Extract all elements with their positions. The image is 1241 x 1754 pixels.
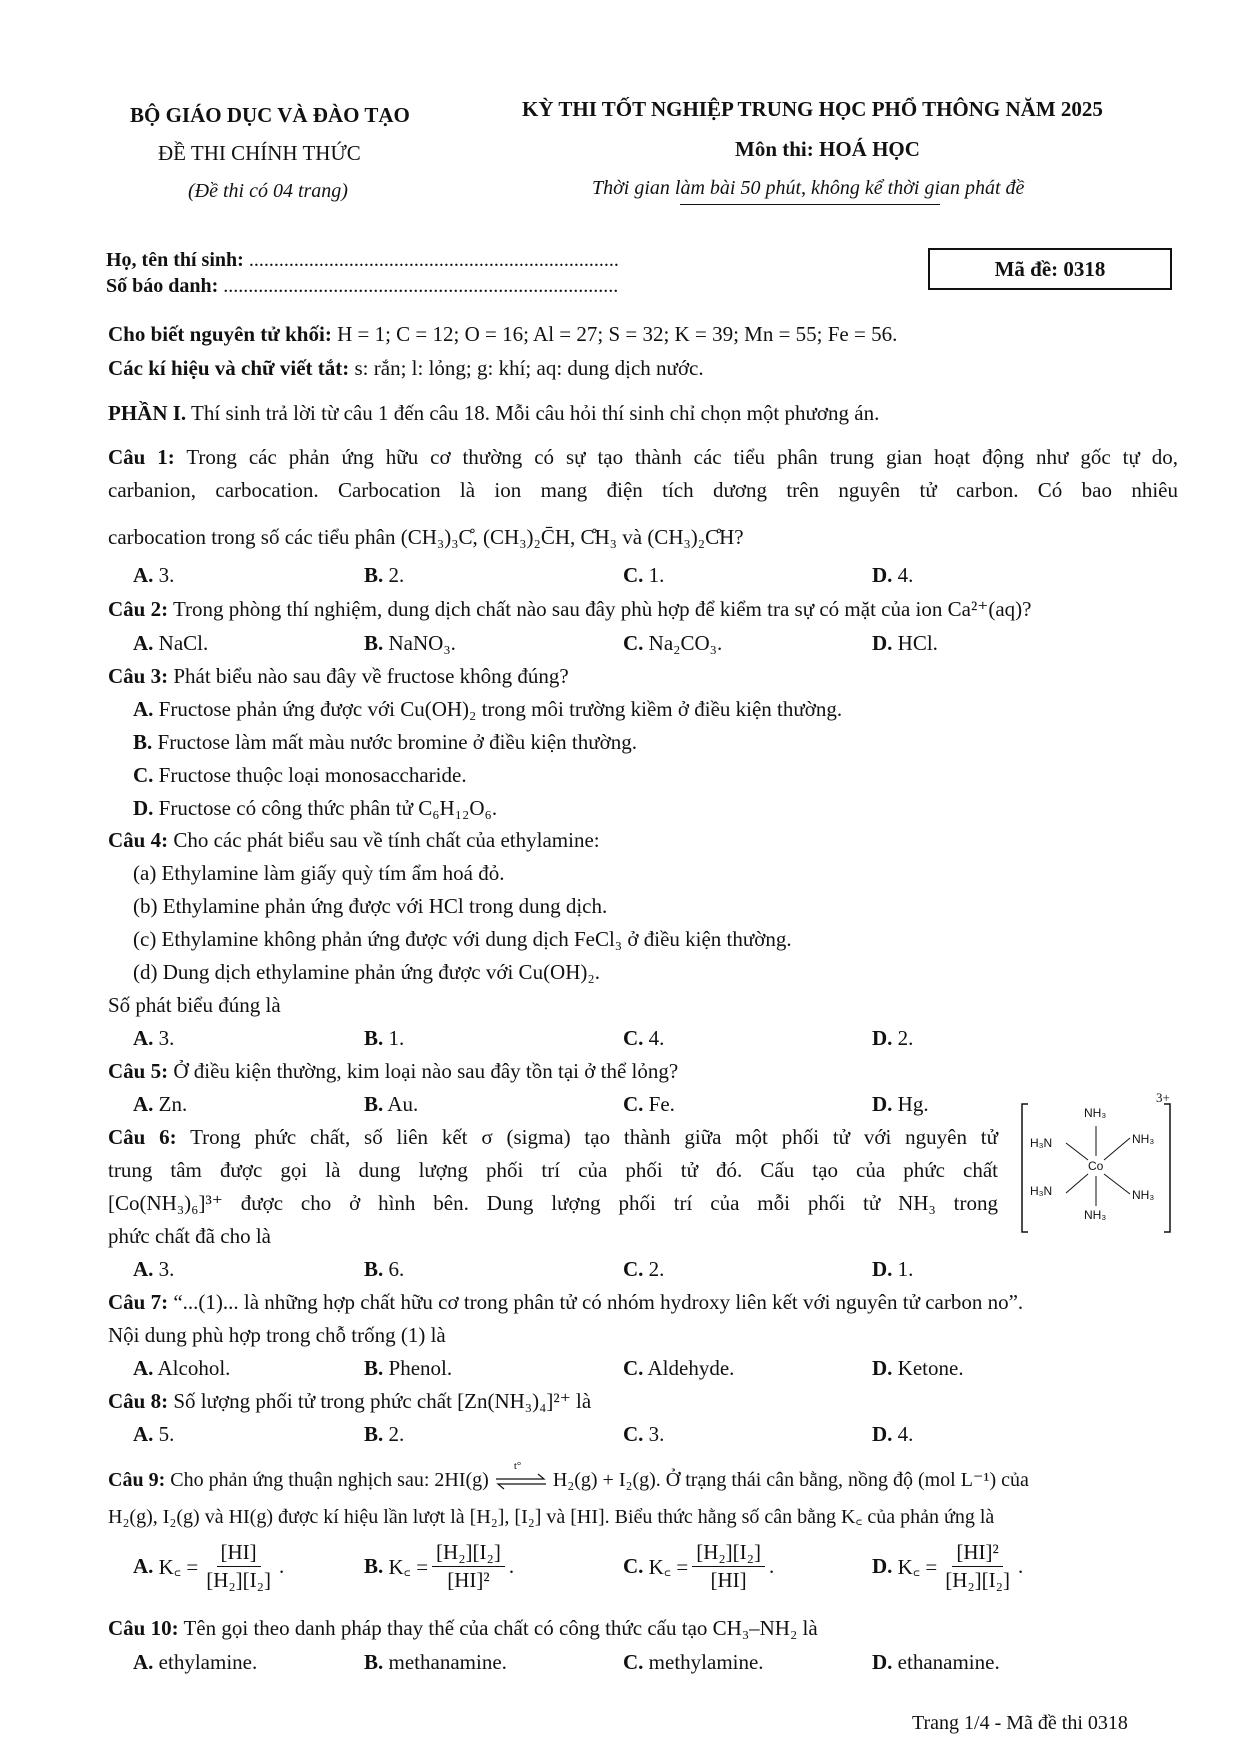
q10-option-d[interactable]: D. ethanamine. <box>872 1650 1000 1674</box>
q4-option-c[interactable]: C. 4. <box>623 1026 665 1050</box>
option-letter: D. <box>872 631 893 655</box>
q9-b-fraction <box>432 1540 505 1593</box>
q3-option-c[interactable]: C. Fructose thuộc loại monosaccharide. <box>133 763 467 787</box>
exam-title: KỲ THI TỐT NGHIỆP TRUNG HỌC PHỔ THÔNG NĂM 2025 <box>522 97 1103 121</box>
option-letter: C. <box>623 1422 644 1446</box>
q9-d-lhs: K꜀ = <box>897 1554 938 1579</box>
q4-option-a[interactable]: A. 3. <box>133 1026 175 1050</box>
atomic-mass-values: H = 1; C = 12; O = 16; Al = 27; S = 32; K = 39; Mn = 55; Fe = 56. <box>337 322 898 346</box>
option-letter: C. <box>623 1356 644 1380</box>
candidate-id-row <box>106 275 618 298</box>
option-letter: B. <box>364 1650 384 1674</box>
option-letter: C. <box>623 1650 644 1674</box>
q3-option-d[interactable]: D. Fructose có công thức phân tử C₆H₁₂O₆. <box>133 796 498 820</box>
option-letter: C. <box>623 563 644 587</box>
option-letter: C. <box>623 1092 644 1116</box>
q6-option-d[interactable]: D. 1. <box>872 1257 914 1281</box>
ligand-top: NH₃ <box>1084 1106 1107 1120</box>
option-letter: D. <box>872 1026 893 1050</box>
q4-label: Câu 4: <box>108 828 169 852</box>
q10-text: Tên gọi theo danh pháp thay thế của chất có công thức cấu tạo CH₃–NH₂ là <box>183 1616 818 1640</box>
q7-line2: Nội dung phù hợp trong chỗ trống (1) là <box>108 1323 446 1347</box>
q3-option-b[interactable]: B. Fructose làm mất màu nước bromine ở điều kiện thường. <box>133 730 637 754</box>
q9-c-fraction <box>692 1540 765 1593</box>
q9-label: Câu 9: <box>108 1469 166 1491</box>
complex-charge: 3+ <box>1156 1090 1170 1105</box>
equilibrium-arrow-icon <box>494 1460 548 1490</box>
q9-b-letter: B. <box>364 1554 384 1578</box>
candidate-name-label: Họ, tên thí sinh: <box>106 249 244 271</box>
time-note: Thời gian làm bài 50 phút, không kể thời gian phát đề <box>592 177 1025 199</box>
option-letter: B. <box>364 1422 384 1446</box>
q2-line <box>108 597 1031 622</box>
q10-option-a[interactable]: A. ethylamine. <box>133 1650 258 1674</box>
q2-option-a[interactable]: A. NaCl. <box>133 631 209 655</box>
q6-option-b[interactable]: B. 6. <box>364 1257 405 1281</box>
q9-option-c[interactable]: C. K꜀ = $\frac{\text{[H₂][I₂]}}{[HI]}$ . <box>623 1540 775 1592</box>
q9-a-den: [H₂][I₂] <box>206 1568 271 1592</box>
q7-line1 <box>108 1290 1023 1315</box>
q6-line1 <box>108 1125 998 1150</box>
option-letter: D. <box>872 1356 893 1380</box>
q4-line <box>108 828 600 853</box>
candidate-name-row <box>106 249 619 272</box>
q9-a-num: [HI] <box>217 1540 261 1567</box>
q9-b-den: [HI]² <box>447 1568 490 1592</box>
q1-label: Câu 1: <box>108 445 175 469</box>
q7-label: Câu 7: <box>108 1290 169 1314</box>
option-letter: D. <box>872 1650 893 1674</box>
q4-text: Cho các phát biểu sau về tính chất của ethylamine: <box>173 828 600 852</box>
q1-option-c[interactable]: C. 1. <box>623 563 665 587</box>
q3-option-a[interactable]: A. Fructose phản ứng được với Cu(OH)₂ trong môi trường kiềm ở điều kiện thường. <box>133 697 843 721</box>
ligand-upper-left: H₃N <box>1030 1136 1053 1150</box>
q1-line3: carbocation trong số các tiểu phân (CH₃)₃C̊, (CH₃)₂C̄H, C̊H₃ và (CH₃)₂C̊H? <box>108 525 744 549</box>
q2-option-c[interactable]: C. Na₂CO₃. <box>623 631 723 655</box>
ligand-lower-right: NH₃ <box>1132 1188 1155 1202</box>
page-footer: Trang 1/4 - Mã đề thi 0318 <box>912 1712 1128 1734</box>
q9-c-lhs: K꜀ = <box>648 1554 689 1579</box>
q8-line <box>108 1389 591 1414</box>
q1-option-a[interactable]: A. 3. <box>133 563 175 587</box>
q7-option-a[interactable]: A. Alcohol. <box>133 1356 231 1380</box>
q9-option-d[interactable]: D. K꜀ = $\frac{\text{[HI]²}}{\text{[H₂][I₂]}}$ . <box>872 1540 1024 1592</box>
symbols-line <box>108 356 704 381</box>
ministry-title: BỘ GIÁO DỤC VÀ ĐÀO TẠO <box>130 103 410 127</box>
q6-text1: Trong phức chất, số liên kết σ (sigma) tạo thành giữa một phối tử với nguyên tử <box>190 1125 998 1149</box>
subject-title: Môn thi: HOÁ HỌC <box>735 137 920 161</box>
q7-option-b[interactable]: B. Phenol. <box>364 1356 453 1380</box>
q9-c-num: [H₂][I₂] <box>692 1540 765 1567</box>
q7-text1: “...(1)... là những hợp chất hữu cơ trong phân tử có nhóm hydroxy liên kết với nguyên tử carbon no”. <box>173 1290 1024 1314</box>
q9-b-lhs: K꜀ = <box>388 1554 429 1579</box>
cobalt-complex-figure <box>1020 1090 1175 1238</box>
option-letter: A. <box>133 1257 154 1281</box>
official-label: ĐỀ THI CHÍNH THỨC <box>158 141 361 165</box>
q9-c-den: [HI] <box>710 1568 747 1592</box>
q9-option-a[interactable]: A. K꜀ = $\frac{[HI]}{\text{[H₂][I₂]}}$ . <box>133 1540 285 1592</box>
q7-option-c[interactable]: C. Aldehyde. <box>623 1356 735 1380</box>
option-letter: B. <box>364 1257 384 1281</box>
time-underline <box>680 204 940 205</box>
atomic-mass-line <box>108 322 897 347</box>
atomic-mass-label: Cho biết nguyên tử khối: <box>108 322 332 346</box>
q8-text: Số lượng phối tử trong phức chất [Zn(NH₃)₄]²⁺ là <box>173 1389 592 1413</box>
option-letter: D. <box>872 1092 893 1116</box>
q9-line2: H₂(g), I₂(g) và HI(g) được kí hiệu lần lượt là [H₂], [I₂] và [HI]. Biểu thức hằng số cân bằng K꜀ của phản ứng là <box>108 1506 995 1528</box>
q10-option-b[interactable]: B. methanamine. <box>364 1650 507 1674</box>
q5-label: Câu 5: <box>108 1059 169 1083</box>
q9-text1a: Cho phản ứng thuận nghịch sau: 2HI(g) <box>170 1469 489 1491</box>
q4-option-d[interactable]: D. 2. <box>872 1026 914 1050</box>
q8-option-b[interactable]: B. 2. <box>364 1422 405 1446</box>
part1-label: PHẦN I. <box>108 401 187 425</box>
option-letter: A. <box>133 1650 154 1674</box>
option-letter: B. <box>364 631 384 655</box>
ligand-upper-right: NH₃ <box>1132 1132 1155 1146</box>
q9-text1b: H₂(g) + I₂(g). Ở trạng thái cân bằng, nồng độ (mol L⁻¹) của <box>552 1469 1029 1491</box>
arrow-temperature-label: t° <box>513 1460 522 1473</box>
q9-b-num: [H₂][I₂] <box>432 1540 505 1567</box>
central-atom: Co <box>1088 1159 1104 1173</box>
q5-option-b[interactable]: B. Au. <box>364 1092 419 1116</box>
option-letter: A. <box>133 563 154 587</box>
option-letter: A. <box>133 1026 154 1050</box>
ligand-bottom: NH₃ <box>1084 1208 1107 1222</box>
option-letter: B. <box>364 1356 384 1380</box>
q5-option-a[interactable]: A. Zn. <box>133 1092 188 1116</box>
pages-note: (Đề thi có 04 trang) <box>188 180 348 202</box>
q5-line <box>108 1059 678 1084</box>
q5-option-c[interactable]: C. Fe. <box>623 1092 675 1116</box>
option-letter: C. <box>623 631 644 655</box>
q4-tail: Số phát biểu đúng là <box>108 993 281 1017</box>
q9-d-num: [HI]² <box>952 1540 1002 1567</box>
q6-line2: trung tâm được gọi là dung lượng phối trí của phối tử đó. Cấu tạo của phức chất <box>108 1158 998 1182</box>
option-letter: B. <box>133 730 153 754</box>
q8-label: Câu 8: <box>108 1389 169 1413</box>
q5-option-d[interactable]: D. Hg. <box>872 1092 929 1116</box>
option-letter: B. <box>364 563 384 587</box>
candidate-name-field[interactable]: .......................................................................... <box>248 249 619 271</box>
q10-label: Câu 10: <box>108 1616 179 1640</box>
candidate-id-field[interactable]: ............................................................................... <box>223 275 619 297</box>
option-letter: D. <box>133 796 154 820</box>
q5-text: Ở điều kiện thường, kim loại nào sau đây tồn tại ở thể lỏng? <box>173 1059 679 1083</box>
q4-statement-a: (a) Ethylamine làm giấy quỳ tím ẩm hoá đỏ. <box>133 861 505 885</box>
q9-a-letter: A. <box>133 1554 154 1578</box>
q2-option-b[interactable]: B. NaNO₃. <box>364 631 456 655</box>
q6-line4: phức chất đã cho là <box>108 1224 271 1248</box>
q6-label: Câu 6: <box>108 1125 177 1149</box>
q9-d-fraction <box>941 1540 1014 1593</box>
option-letter: B. <box>364 1092 384 1116</box>
q9-a-lhs: K꜀ = <box>158 1554 199 1579</box>
q1-option-b[interactable]: B. 2. <box>364 563 405 587</box>
option-letter: D. <box>872 1422 893 1446</box>
q6-option-a[interactable]: A. 3. <box>133 1257 175 1281</box>
q10-line <box>108 1616 818 1641</box>
q3-text: Phát biểu nào sau đây về fructose không đúng? <box>173 664 569 688</box>
symbols-label: Các kí hiệu và chữ viết tắt: <box>108 356 350 380</box>
q9-d-letter: D. <box>872 1554 893 1578</box>
q6-option-c[interactable]: C. 2. <box>623 1257 665 1281</box>
option-letter: A. <box>133 1356 154 1380</box>
q9-a-fraction <box>202 1540 275 1593</box>
candidate-id-label: Số báo danh: <box>106 275 219 297</box>
q2-option-d[interactable]: D. HCl. <box>872 631 938 655</box>
q4-statement-d: (d) Dung dịch ethylamine phản ứng được với Cu(OH)₂. <box>133 960 600 984</box>
q1-line1 <box>108 445 1178 470</box>
option-letter: A. <box>133 1092 154 1116</box>
q1-option-d[interactable]: D. 4. <box>872 563 914 587</box>
q4-statement-b: (b) Ethylamine phản ứng được với HCl trong dung dịch. <box>133 894 608 918</box>
q9-d-den: [H₂][I₂] <box>945 1568 1010 1592</box>
option-letter: A. <box>133 1422 154 1446</box>
q7-option-d[interactable]: D. Ketone. <box>872 1356 964 1380</box>
q2-text: Trong phòng thí nghiệm, dung dịch chất nào sau đây phù hợp để kiểm tra sự có mặt của ion Ca²⁺(aq)? <box>172 597 1032 621</box>
q8-option-c[interactable]: C. 3. <box>623 1422 665 1446</box>
q3-line <box>108 664 569 689</box>
part1-line <box>108 401 879 426</box>
option-letter: D. <box>872 1257 893 1281</box>
q4-option-b[interactable]: B. 1. <box>364 1026 405 1050</box>
option-letter: C. <box>623 1257 644 1281</box>
option-letter: C. <box>133 763 154 787</box>
ligand-lower-left: H₃N <box>1030 1184 1053 1198</box>
q9-option-b[interactable]: B. K꜀ = $\frac{\text{[H₂][I₂]}}{\text{[HI]²}}$ . <box>364 1540 515 1592</box>
exam-code-box <box>928 248 1172 290</box>
option-letter: A. <box>133 697 154 721</box>
q10-option-c[interactable]: C. methylamine. <box>623 1650 764 1674</box>
part1-text: Thí sinh trả lời từ câu 1 đến câu 18. Mỗi câu hỏi thí sinh chỉ chọn một phương án. <box>191 401 880 425</box>
q8-option-a[interactable]: A. 5. <box>133 1422 175 1446</box>
q9-c-letter: C. <box>623 1554 644 1578</box>
q9-line1 <box>108 1460 1029 1492</box>
q3-label: Câu 3: <box>108 664 169 688</box>
option-letter: B. <box>364 1026 384 1050</box>
option-letter: A. <box>133 631 154 655</box>
q1-line2: carbanion, carbocation. Carbocation là ion mang điện tích dương trên nguyên tử carbon. Có bao nhiêu <box>108 478 1178 502</box>
symbols-text: s: rắn; l: lỏng; g: khí; aq: dung dịch nước. <box>354 356 704 380</box>
q8-option-d[interactable]: D. 4. <box>872 1422 914 1446</box>
q4-statement-c: (c) Ethylamine không phản ứng được với dung dịch FeCl₃ ở điều kiện thường. <box>133 927 792 951</box>
q6-line3: [Co(NH₃)₆]³⁺ được cho ở hình bên. Dung lượng phối trí của mỗi phối tử NH₃ trong <box>108 1191 998 1215</box>
q1-text1: Trong các phản ứng hữu cơ thường có sự tạo thành các tiểu phân trung gian hoạt động như gốc tự do, <box>186 445 1179 469</box>
exam-code: Mã đề: 0318 <box>994 256 1106 281</box>
q2-label: Câu 2: <box>108 597 169 621</box>
option-letter: D. <box>872 563 893 587</box>
option-letter: C. <box>623 1026 644 1050</box>
